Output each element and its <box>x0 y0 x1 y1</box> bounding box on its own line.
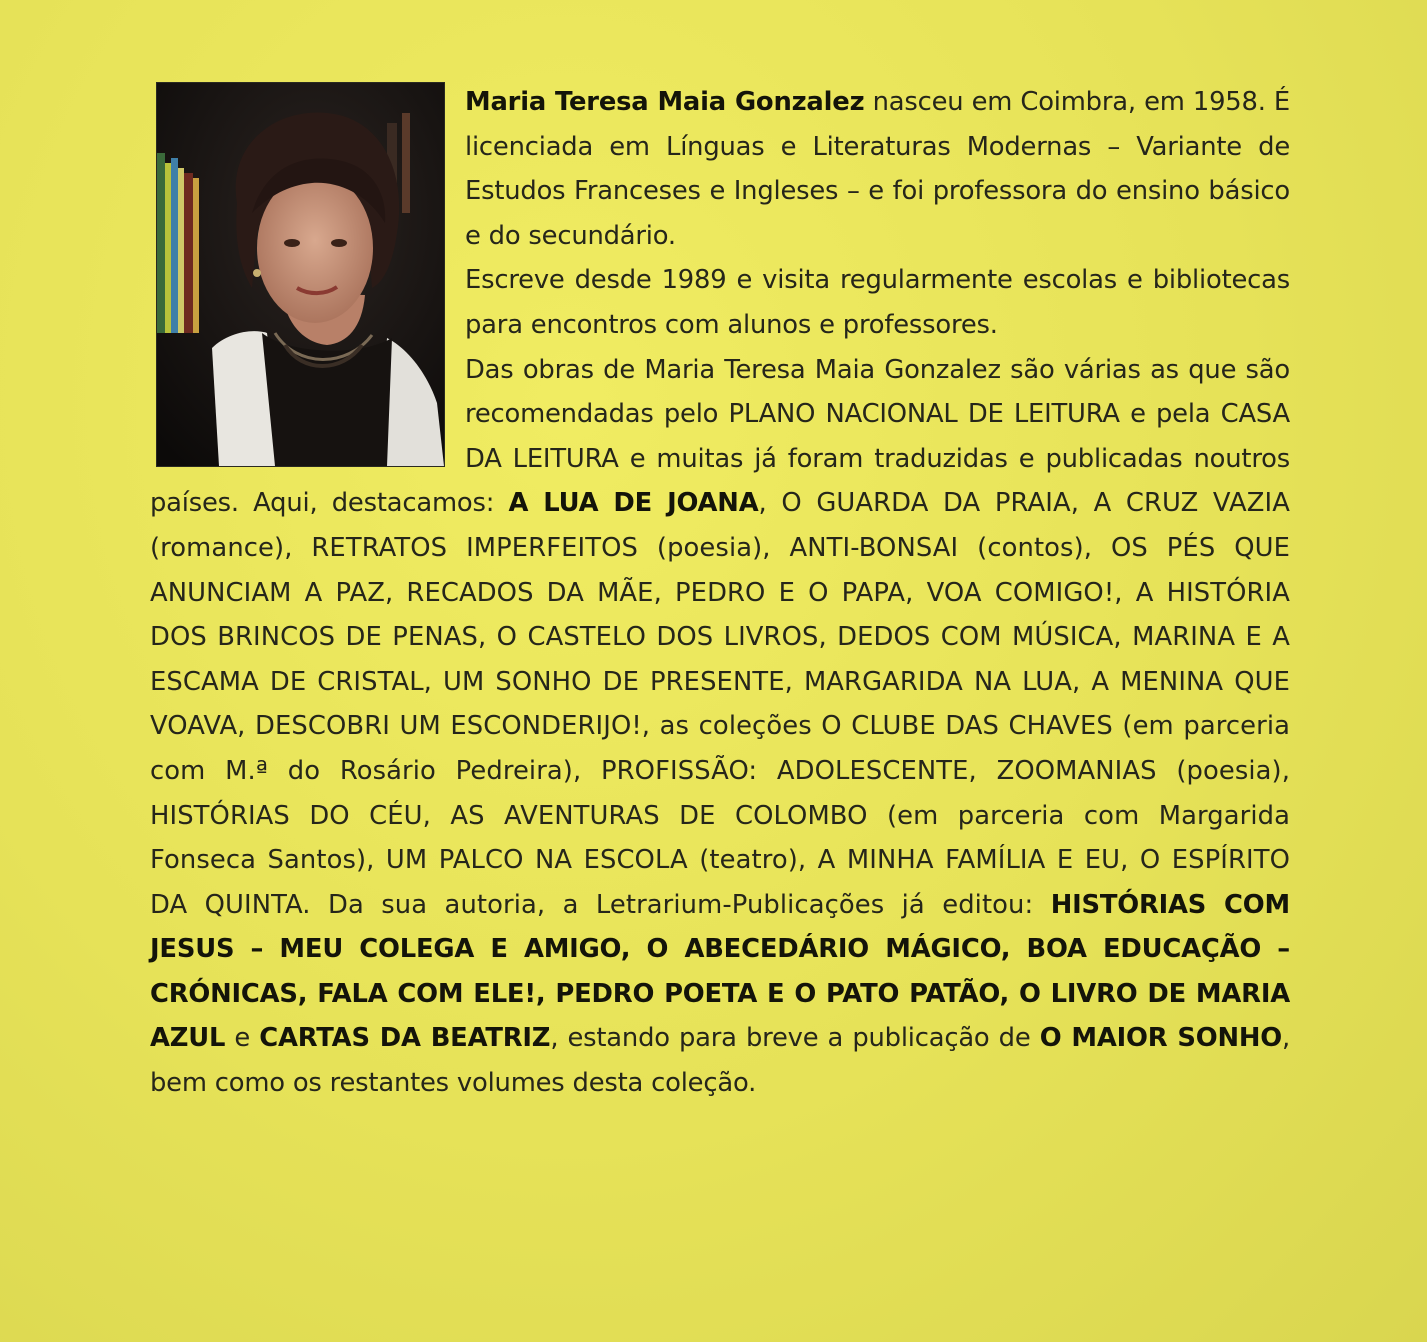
bio-paragraph-1-text: nasceu em Coimbra, em 1958. É licenciada em Línguas e Literaturas Modernas – Variante de Estudos Franceses e Ingleses – e foi professora do ensino básico e do secundário. <box>465 87 1291 251</box>
bold-title-lua-de-joana: A LUA DE JOANA <box>508 488 759 519</box>
photo-text-wrap-spacer <box>150 80 465 480</box>
conjunction-e: e <box>225 1023 260 1054</box>
works-list: , O GUARDA DA PRAIA, A CRUZ VAZIA (romance), RETRATOS IMPERFEITOS (poesia), ANTI-BONSAI (contos), OS PÉS QUE ANUNCIAM A PAZ, RECADOS DA MÃE, PEDRO E O PAPA, VOA COMIGO!, A HISTÓRIA DOS BRINCOS DE PENAS, O CASTELO DOS LIVROS, DEDOS COM MÚSICA, MARINA E A ESCAMA DE CRISTAL, UM SONHO DE PRESENTE, MARGARIDA NA LUA, A MENINA QUE VOAVA, DESCOBRI UM ESCONDERIJO!, as coleções O CLUBE DAS CHAVES (em parceria com M.ª do Rosário Pedreira), PROFISSÃO: ADOLESCENTE, ZOOMANIAS (poesia), HISTÓRIAS DO CÉU, AS AVENTURAS DE COLOMBO (em parceria com Margarida Fonseca Santos), UM PALCO NA ESCOLA (teatro), A MINHA FAMÍLIA E EU, O ESPÍRITO DA QUINTA. Da sua autoria, a Letrarium-Publicações já editou: <box>150 488 1290 920</box>
bold-title-cartas-da-beatriz: CARTAS DA BEATRIZ <box>259 1023 551 1054</box>
author-name: Maria Teresa Maia Gonzalez <box>465 87 865 117</box>
closing-text: , bem como os restantes volumes desta coleção. <box>150 1023 1290 1099</box>
bio-works-intro: Das obras de Maria Teresa Maia Gonzalez são várias as que são recomendadas pelo PLANO NACIONAL DE LEITURA e pela CASA DA LEITURA e muitas já foram traduzidas e publicadas noutros países. Aqui, destacamos: <box>150 354 1290 519</box>
bold-letrarium-titles: HISTÓRIAS COM JESUS – MEU COLEGA E AMIGO, O ABECEDÁRIO MÁGICO, BOA EDUCAÇÃO – CRÓNICAS, FALA COM ELE!, PEDRO POETA E O PATO PATÃO, O LIVRO DE MARIA AZUL <box>150 889 1290 1054</box>
author-biography <box>150 80 1290 1106</box>
bio-paragraph-2: Escreve desde 1989 e visita regularmente escolas e bibliotecas para encontros com alunos e professores. <box>465 265 1290 340</box>
upcoming-publication-text: , estando para breve a publicação de <box>550 1023 1040 1054</box>
bold-title-o-maior-sonho: O MAIOR SONHO <box>1039 1023 1282 1054</box>
